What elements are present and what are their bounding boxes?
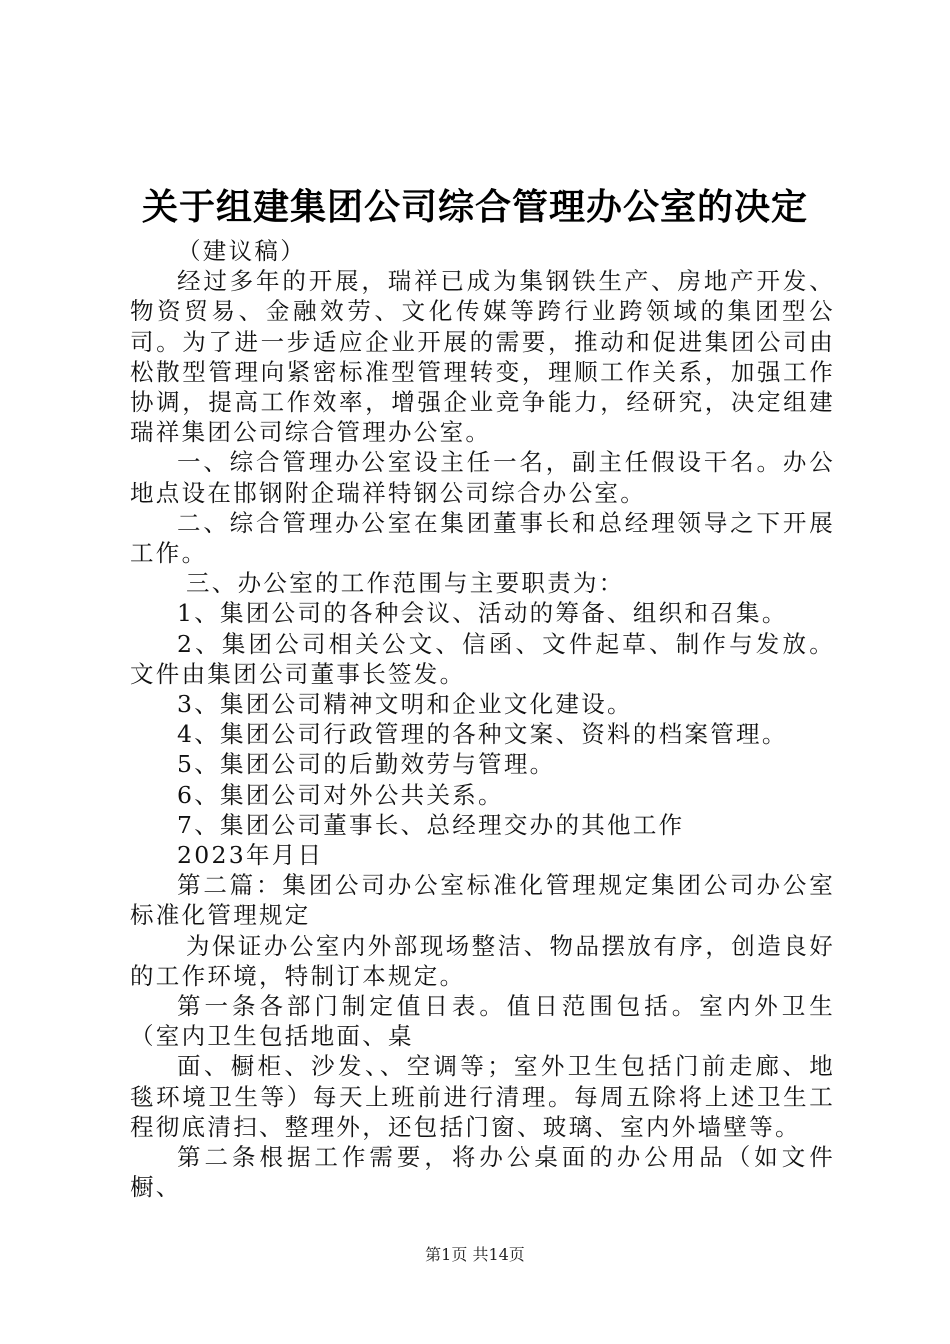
paragraph: 三、办公室的工作范围与主要职责为： [186,569,625,598]
list-item: 2、集团公司相关公文、信函、文件起草、制作与发放。文件由集团公司董事长签发。 [130,629,835,688]
list-item: 6、集团公司对外公共关系。 [177,780,504,809]
list-item: 7、集团公司董事长、总经理交办的其他工作 [177,810,685,839]
paragraph: 面、橱柜、沙发、、空调等；室外卫生包括门前走廊、地毯环境卫生等）每天上班前进行清理。每周五除将上述卫生工程彻底清扫、整理外，还包括门窗、玻璃、室内外墙壁等。 [130,1052,835,1141]
page-number: 第1页 共14页 [425,1245,525,1264]
document-body [130,236,835,1203]
paragraph: 一、综合管理办公室设主任一名，副主任假设干名。办公地点设在邯钢附企瑞祥特钢公司综合办公室。 [130,448,835,507]
list-item: 3、集团公司精神文明和企业文化建设。 [177,690,633,719]
paragraph: 第二条根据工作需要，将办公桌面的办公用品（如文件橱、 [130,1143,835,1202]
list-item: 1、集团公司的各种会议、活动的筹备、组织和召集。 [177,599,788,628]
paragraph: 为保证办公室内外部现场整洁、物品摆放有序，创造良好的工作环境，特制订本规定。 [130,931,835,990]
paragraph: 经过多年的开展，瑞祥已成为集钢铁生产、房地产开发、物资贸易、金融效劳、文化传媒等跨行业跨领域的集团型公司。为了进一步适应企业开展的需要，推动和促进集团公司由松散型管理向紧密标准型管理转变，理顺工作关系，加强工作协调，提高工作效率，增强企业竞争能力，经研究，决定组建瑞祥集团公司综合管理办公室。 [130,267,835,447]
section-heading: 第二篇：集团公司办公室标准化管理规定集团公司办公室标准化管理规定 [130,871,835,930]
paragraph: 二、综合管理办公室在集团董事长和总经理领导之下开展工作。 [130,508,835,568]
document-title: 关于组建集团公司综合管理办公室的决定 [141,187,808,228]
subtitle: （建议稿） [177,237,306,265]
list-item: 4、集团公司行政管理的各种文案、资料的档案管理。 [177,720,788,749]
paragraph: 第一条各部门制定值日表。值日范围包括。室内外卫生（室内卫生包括地面、桌 [130,992,835,1051]
list-item: 5、集团公司的后勤效劳与管理。 [177,750,556,779]
date-line: 2023年月日 [177,841,324,870]
